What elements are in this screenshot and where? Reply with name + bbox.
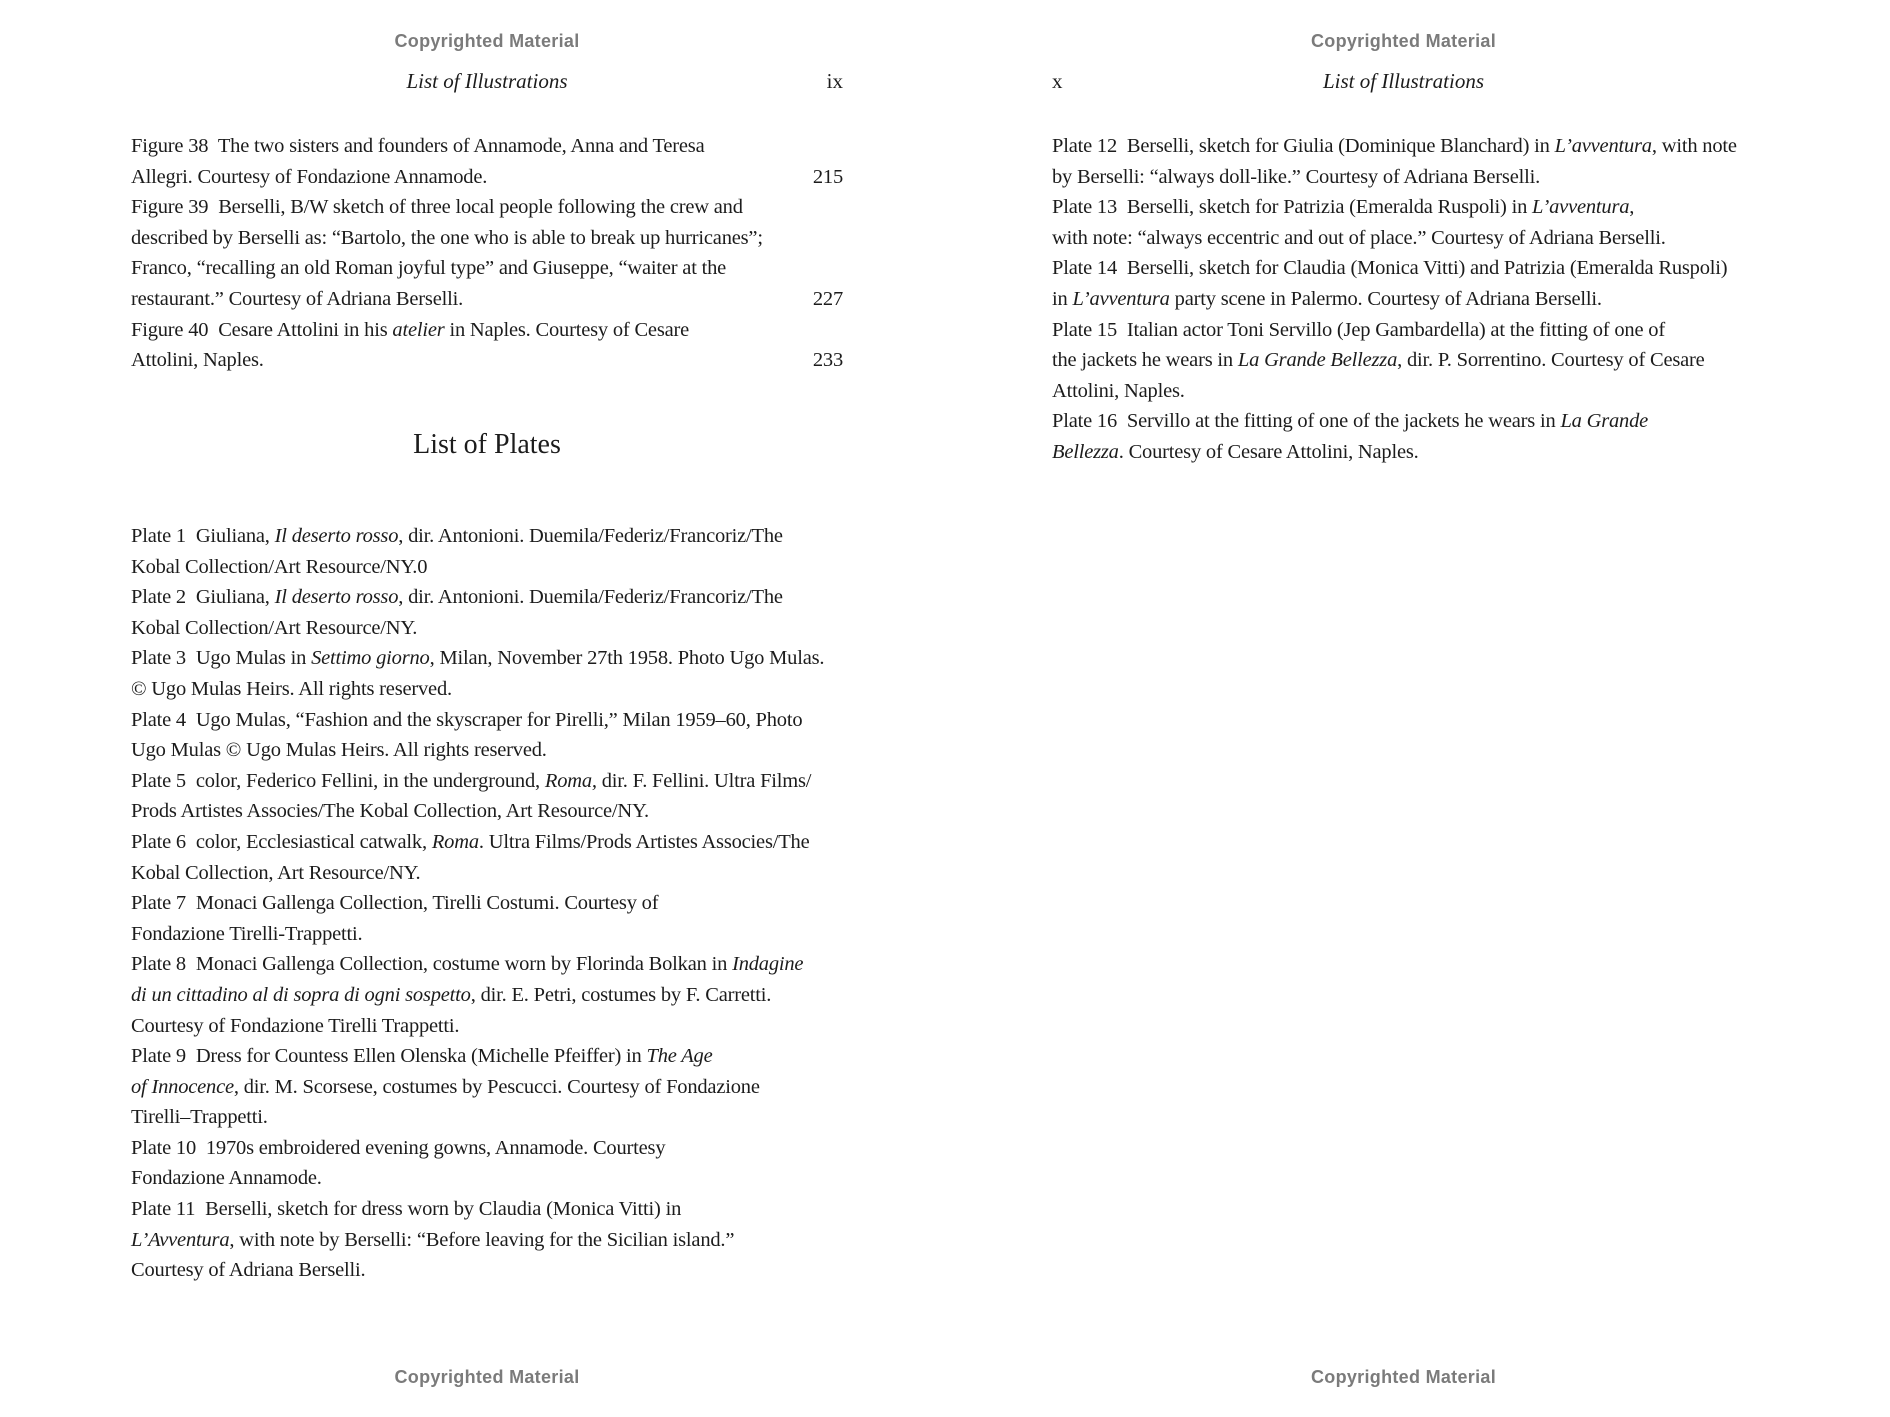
entry-line: Kobal Collection, Art Resource/NY.: [131, 861, 421, 884]
plates-heading: List of Plates: [413, 429, 561, 460]
entry-line: Plate 9 Dress for Countess Ellen Olenska (Michelle Pfeiffer) in The Age: [131, 1045, 713, 1068]
entry-line: Plate 5 color, Federico Fellini, in the underground, Roma, dir. F. Fellini. Ultra Films/: [131, 769, 812, 792]
entry-line: Ugo Mulas © Ugo Mulas Heirs. All rights reserved.: [131, 739, 547, 762]
entry-line: Plate 15 Italian actor Toni Servillo (Jep Gambardella) at the fitting of one of: [1052, 318, 1665, 341]
entry-line: Plate 6 color, Ecclesiastical catwalk, Roma. Ultra Films/Prods Artistes Associes/The: [131, 830, 810, 853]
copyright-footer: Copyrighted Material: [394, 1367, 580, 1387]
entry-line: of Innocence, dir. M. Scorsese, costumes by Pescucci. Courtesy of Fondazione: [131, 1075, 760, 1098]
entry-line: Figure 40 Cesare Attolini in his atelier in Naples. Courtesy of Cesare: [131, 318, 690, 341]
entry-line: Plate 7 Monaci Gallenga Collection, Tirelli Costumi. Courtesy of: [131, 892, 659, 915]
entry-line: in L’avventura party scene in Palermo. Courtesy of Adriana Berselli.: [1052, 287, 1602, 310]
entry-line: Kobal Collection/Art Resource/NY.0: [131, 555, 428, 578]
entry-line: L’Avventura, with note by Berselli: “Before leaving for the Sicilian island.”: [131, 1228, 735, 1251]
entry-line: Figure 39 Berselli, B/W sketch of three local people following the crew and: [131, 196, 743, 219]
entry-line: di un cittadino al di sopra di ogni sospetto, dir. E. Petri, costumes by F. Carretti.: [131, 983, 772, 1006]
entry-line: Allegri. Courtesy of Fondazione Annamode. 215: [131, 162, 843, 193]
entry-line: Tirelli–Trappetti.: [131, 1106, 268, 1129]
entry-line: Plate 10 1970s embroidered evening gowns, Annamode. Courtesy: [131, 1136, 666, 1159]
entry-line: Bellezza. Courtesy of Cesare Attolini, Naples.: [1052, 440, 1419, 463]
entry-line: the jackets he wears in La Grande Bellezza, dir. P. Sorrentino. Courtesy of Cesare: [1052, 349, 1705, 372]
entry-line: Attolini, Naples. 233: [131, 345, 843, 376]
entry-line: Attolini, Naples.: [1052, 379, 1185, 402]
entry-line: restaurant.” Courtesy of Adriana Berselli. 227: [131, 284, 843, 315]
page-left: [131, 0, 843, 1417]
entry-line: by Berselli: “always doll-like.” Courtesy of Adriana Berselli.: [1052, 165, 1541, 188]
entry-line: Fondazione Annamode.: [131, 1167, 322, 1190]
entry-line: Plate 8 Monaci Gallenga Collection, costume worn by Florinda Bolkan in Indagine: [131, 953, 804, 976]
entry-line: Plate 14 Berselli, sketch for Claudia (Monica Vitti) and Patrizia (Emeralda Ruspoli): [1052, 257, 1728, 280]
entry-line: described by Berselli as: “Bartolo, the one who is able to break up hurricanes”;: [131, 226, 763, 249]
page-ref: 227: [812, 287, 843, 310]
entry-line: Plate 3 Ugo Mulas in Settimo giorno, Milan, November 27th 1958. Photo Ugo Mulas.: [131, 647, 825, 670]
copyright-header: Copyrighted Material: [394, 31, 580, 51]
entry-line: Plate 4 Ugo Mulas, “Fashion and the skyscraper for Pirelli,” Milan 1959–60, Photo: [131, 708, 803, 731]
entry-line: Franco, “recalling an old Roman joyful type” and Giuseppe, “waiter at the: [131, 257, 727, 280]
entry-line: Plate 12 Berselli, sketch for Giulia (Dominique Blanchard) in L’avventura, with note: [1052, 135, 1737, 157]
entry-line: Plate 16 Servillo at the fitting of one of the jackets he wears in La Grande: [1052, 410, 1649, 433]
plate-list: [131, 521, 843, 1286]
page-number: x: [1052, 69, 1063, 93]
entry-line: © Ugo Mulas Heirs. All rights reserved.: [131, 677, 452, 700]
running-title: List of Illustrations: [1322, 69, 1485, 93]
running-title: List of Illustrations: [406, 69, 568, 93]
entry-line: with note: “always eccentric and out of place.” Courtesy of Adriana Berselli.: [1052, 226, 1666, 249]
entry-line: Plate 1 Giuliana, Il deserto rosso, dir. Antonioni. Duemila/Federiz/Francoriz/The: [131, 525, 783, 547]
entry-line: Prods Artistes Associes/The Kobal Collection, Art Resource/NY.: [131, 800, 649, 823]
page-right: [1052, 0, 1755, 1417]
page-number: ix: [826, 69, 843, 93]
figure-list: [131, 131, 843, 376]
page-ref: 233: [812, 349, 843, 372]
entry-line: Kobal Collection/Art Resource/NY.: [131, 616, 418, 639]
copyright-header: Copyrighted Material: [1310, 31, 1497, 51]
plate-list: [1052, 131, 1755, 468]
entry-line: Fondazione Tirelli-Trappetti.: [131, 922, 363, 945]
entry-line: Courtesy of Adriana Berselli.: [131, 1259, 366, 1282]
entry-line: Plate 13 Berselli, sketch for Patrizia (Emeralda Ruspoli) in L’avventura,: [1052, 196, 1635, 219]
entry-line: Plate 11 Berselli, sketch for dress worn by Claudia (Monica Vitti) in: [131, 1198, 682, 1221]
entry-line: Courtesy of Fondazione Tirelli Trappetti.: [131, 1014, 460, 1037]
page-ref: 215: [812, 165, 843, 188]
entry-line: Plate 2 Giuliana, Il deserto rosso, dir. Antonioni. Duemila/Federiz/Francoriz/The: [131, 586, 783, 609]
copyright-footer: Copyrighted Material: [1310, 1367, 1497, 1387]
entry-line: Figure 38 The two sisters and founders of Annamode, Anna and Teresa: [131, 135, 705, 157]
